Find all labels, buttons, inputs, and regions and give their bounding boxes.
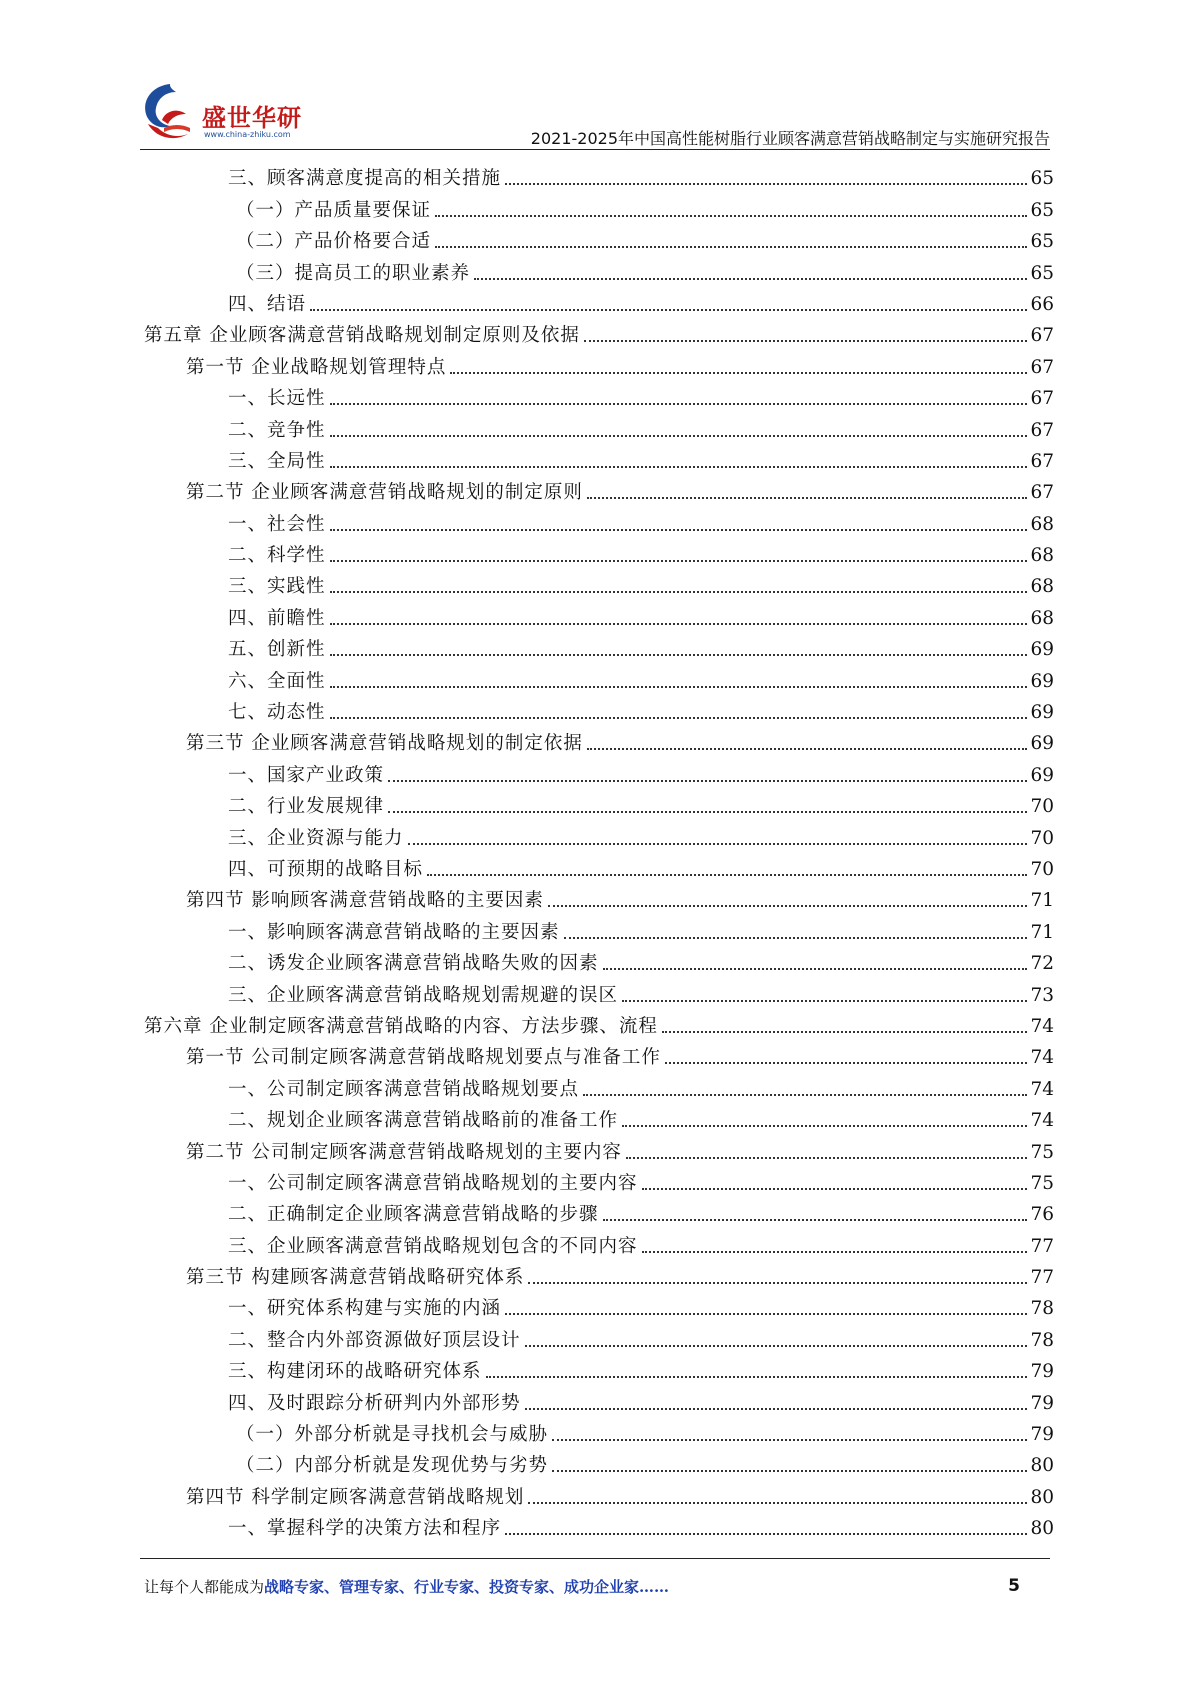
toc-entry-page: 70 bbox=[1030, 796, 1054, 818]
toc-entry-title: 三、企业顾客满意营销战略规划包含的不同内容 bbox=[228, 1235, 638, 1257]
toc-entry-title: 五、创新性 bbox=[228, 639, 326, 661]
toc-entry[interactable] bbox=[144, 1008, 1054, 1039]
toc-dot-leader bbox=[642, 1187, 1028, 1190]
toc-entry[interactable] bbox=[144, 913, 1054, 944]
toc-entry-page: 70 bbox=[1030, 827, 1054, 849]
toc-entry-page: 79 bbox=[1030, 1424, 1054, 1446]
page-number: 5 bbox=[1008, 1576, 1020, 1596]
toc-entry[interactable] bbox=[144, 599, 1054, 630]
toc-dot-leader bbox=[505, 1312, 1027, 1315]
toc-entry[interactable] bbox=[144, 1290, 1054, 1321]
toc-entry[interactable] bbox=[144, 1510, 1054, 1541]
toc-entry-title: 一、掌握科学的决策方法和程序 bbox=[228, 1518, 502, 1540]
toc-entry-page: 72 bbox=[1030, 953, 1054, 975]
toc-dot-leader bbox=[528, 1281, 1027, 1284]
toc-dot-leader bbox=[584, 339, 1028, 342]
toc-entry[interactable] bbox=[144, 505, 1054, 536]
toc-entry-page: 76 bbox=[1030, 1204, 1054, 1226]
toc-entry[interactable] bbox=[144, 474, 1054, 505]
toc-dot-leader bbox=[450, 371, 1027, 374]
toc-dot-leader bbox=[525, 1344, 1028, 1347]
toc-dot-leader bbox=[626, 1156, 1028, 1159]
toc-dot-leader bbox=[583, 1093, 1027, 1096]
toc-entry-title: 一、公司制定顾客满意营销战略规划要点 bbox=[228, 1078, 580, 1100]
toc-entry-title: 一、长远性 bbox=[228, 388, 326, 410]
toc-entry-title: 三、顾客满意度提高的相关措施 bbox=[228, 168, 502, 190]
toc-entry[interactable] bbox=[144, 1227, 1054, 1258]
toc-entry-title: 二、行业发展规律 bbox=[228, 796, 385, 818]
toc-entry-page: 69 bbox=[1030, 764, 1054, 786]
toc-dot-leader bbox=[408, 842, 1028, 845]
toc-entry[interactable] bbox=[144, 1416, 1054, 1447]
toc-entry[interactable] bbox=[144, 662, 1054, 693]
toc-dot-leader bbox=[552, 1469, 1027, 1472]
company-logo bbox=[140, 80, 320, 146]
toc-entry-title: 第二节 公司制定顾客满意营销战略规划的主要内容 bbox=[186, 1141, 622, 1163]
toc-entry-title: 第二节 企业顾客满意营销战略规划的制定原则 bbox=[186, 482, 583, 504]
toc-dot-leader bbox=[603, 1218, 1028, 1221]
toc-entry[interactable] bbox=[144, 756, 1054, 787]
toc-entry[interactable] bbox=[144, 1478, 1054, 1509]
toc-entry-title: 六、全面性 bbox=[228, 670, 326, 692]
toc-entry-title: 一、影响顾客满意营销战略的主要因素 bbox=[228, 921, 560, 943]
toc-dot-leader bbox=[622, 1124, 1027, 1127]
toc-entry-page: 80 bbox=[1030, 1486, 1054, 1508]
toc-entry-title: 二、规划企业顾客满意营销战略前的准备工作 bbox=[228, 1110, 619, 1132]
toc-entry-title: （二）内部分析就是发现优势与劣势 bbox=[236, 1455, 549, 1477]
toc-entry[interactable] bbox=[144, 1133, 1054, 1164]
toc-entry[interactable] bbox=[144, 851, 1054, 882]
toc-entry[interactable] bbox=[144, 254, 1054, 285]
toc-entry-title: 三、构建闭环的战略研究体系 bbox=[228, 1361, 482, 1383]
toc-entry-title: 四、前瞻性 bbox=[228, 607, 326, 629]
toc-entry[interactable] bbox=[144, 223, 1054, 254]
toc-dot-leader bbox=[330, 434, 1028, 437]
toc-entry-title: 二、科学性 bbox=[228, 545, 326, 567]
toc-entry-page: 77 bbox=[1030, 1235, 1054, 1257]
toc-entry-title: 第三节 企业顾客满意营销战略规划的制定依据 bbox=[186, 733, 583, 755]
toc-entry-page: 68 bbox=[1030, 545, 1054, 567]
toc-entry-page: 69 bbox=[1030, 733, 1054, 755]
toc-entry[interactable] bbox=[144, 1039, 1054, 1070]
toc-entry-page: 71 bbox=[1030, 890, 1054, 912]
toc-entry-title: （三）提高员工的职业素养 bbox=[236, 262, 471, 284]
toc-entry-page: 70 bbox=[1030, 858, 1054, 880]
toc-entry-title: 第四节 科学制定顾客满意营销战略规划 bbox=[186, 1486, 525, 1508]
toc-entry-title: 一、国家产业政策 bbox=[228, 764, 385, 786]
toc-entry[interactable] bbox=[144, 1384, 1054, 1415]
toc-entry-page: 67 bbox=[1030, 450, 1054, 472]
toc-dot-leader bbox=[552, 1438, 1027, 1441]
toc-entry-title: 三、企业资源与能力 bbox=[228, 827, 404, 849]
toc-dot-leader bbox=[587, 747, 1028, 750]
toc-entry[interactable] bbox=[144, 976, 1054, 1007]
logo-name: 盛世华研 bbox=[202, 104, 302, 132]
toc-entry[interactable] bbox=[144, 631, 1054, 662]
toc-entry[interactable] bbox=[144, 191, 1054, 222]
toc-dot-leader bbox=[330, 465, 1028, 468]
toc-entry-title: 二、诱发企业顾客满意营销战略失败的因素 bbox=[228, 953, 599, 975]
toc-entry[interactable] bbox=[144, 443, 1054, 474]
toc-entry-title: 第六章 企业制定顾客满意营销战略的内容、方法步骤、流程 bbox=[144, 1015, 658, 1037]
toc-entry-title: 三、全局性 bbox=[228, 450, 326, 472]
toc-entry[interactable] bbox=[144, 725, 1054, 756]
toc-entry-page: 71 bbox=[1030, 921, 1054, 943]
toc-entry-title: 第四节 影响顾客满意营销战略的主要因素 bbox=[186, 890, 544, 912]
toc-dot-leader bbox=[388, 810, 1027, 813]
toc-entry-page: 74 bbox=[1030, 1015, 1054, 1037]
toc-entry-page: 69 bbox=[1030, 702, 1054, 724]
toc-entry-title: 二、竞争性 bbox=[228, 419, 326, 441]
toc-entry-page: 67 bbox=[1030, 388, 1054, 410]
toc-entry-page: 78 bbox=[1030, 1298, 1054, 1320]
toc-entry[interactable] bbox=[144, 568, 1054, 599]
toc-dot-leader bbox=[665, 1061, 1028, 1064]
toc-entry-page: 75 bbox=[1030, 1172, 1054, 1194]
toc-entry-page: 68 bbox=[1030, 607, 1054, 629]
toc-entry[interactable] bbox=[144, 945, 1054, 976]
toc-dot-leader bbox=[388, 779, 1027, 782]
toc-entry[interactable] bbox=[144, 160, 1054, 191]
toc-entry-title: 二、正确制定企业顾客满意营销战略的步骤 bbox=[228, 1204, 599, 1226]
toc-entry-title: 七、动态性 bbox=[228, 702, 326, 724]
toc-entry[interactable] bbox=[144, 1196, 1054, 1227]
toc-entry-title: 第五章 企业顾客满意营销战略规划制定原则及依据 bbox=[144, 325, 580, 347]
toc-entry-title: （一）产品质量要保证 bbox=[236, 199, 432, 221]
toc-entry-title: 二、整合内外部资源做好顶层设计 bbox=[228, 1329, 521, 1351]
toc-entry[interactable] bbox=[144, 411, 1054, 442]
toc-dot-leader bbox=[474, 277, 1027, 280]
toc-dot-leader bbox=[486, 1375, 1028, 1378]
toc-dot-leader bbox=[330, 528, 1028, 531]
footer-divider bbox=[140, 1558, 1050, 1559]
footer-slogan-highlight: 战略专家、管理专家、行业专家、投资专家、成功企业家…… bbox=[264, 1578, 670, 1596]
footer-slogan-lead: 让每个人都能成为 bbox=[144, 1578, 265, 1596]
toc-entry-title: 三、企业顾客满意营销战略规划需规避的误区 bbox=[228, 984, 619, 1006]
toc-entry-page: 80 bbox=[1030, 1518, 1054, 1540]
toc-dot-leader bbox=[662, 1030, 1028, 1033]
toc-entry-page: 67 bbox=[1030, 356, 1054, 378]
toc-entry-page: 67 bbox=[1030, 419, 1054, 441]
toc-entry[interactable] bbox=[144, 1321, 1054, 1352]
toc-entry-page: 65 bbox=[1030, 262, 1054, 284]
toc-entry-title: 一、公司制定顾客满意营销战略规划的主要内容 bbox=[228, 1172, 638, 1194]
toc-entry-page: 66 bbox=[1030, 293, 1054, 315]
toc-entry-title: 三、实践性 bbox=[228, 576, 326, 598]
logo-swirl-icon bbox=[140, 80, 204, 144]
toc-dot-leader bbox=[528, 1501, 1027, 1504]
toc-dot-leader bbox=[330, 402, 1028, 405]
report-title: 2021-2025年中国高性能树脂行业顾客满意营销战略制定与实施研究报告 bbox=[530, 129, 1050, 148]
toc-entry-page: 65 bbox=[1030, 168, 1054, 190]
toc-entry[interactable] bbox=[144, 1259, 1054, 1290]
toc-dot-leader bbox=[330, 716, 1028, 719]
toc-entry-page: 73 bbox=[1030, 984, 1054, 1006]
toc-dot-leader bbox=[505, 182, 1027, 185]
toc-entry-page: 79 bbox=[1030, 1392, 1054, 1414]
toc-entry-page: 69 bbox=[1030, 639, 1054, 661]
page-footer bbox=[144, 1576, 1020, 1600]
toc-dot-leader bbox=[587, 496, 1028, 499]
toc-entry-page: 74 bbox=[1030, 1078, 1054, 1100]
toc-entry-page: 74 bbox=[1030, 1047, 1054, 1069]
toc-entry-page: 75 bbox=[1030, 1141, 1054, 1163]
header-divider bbox=[140, 149, 1050, 150]
toc-dot-leader bbox=[435, 214, 1027, 217]
toc-entry[interactable] bbox=[144, 1165, 1054, 1196]
toc-entry-title: 第三节 构建顾客满意营销战略研究体系 bbox=[186, 1267, 525, 1289]
toc-dot-leader bbox=[622, 999, 1027, 1002]
toc-dot-leader bbox=[310, 308, 1027, 311]
toc-entry[interactable] bbox=[144, 317, 1054, 348]
toc-dot-leader bbox=[330, 559, 1028, 562]
logo-url: www.china-zhiku.com bbox=[204, 130, 291, 139]
toc-entry-page: 65 bbox=[1030, 199, 1054, 221]
toc-entry[interactable] bbox=[144, 1447, 1054, 1478]
toc-dot-leader bbox=[525, 1407, 1028, 1410]
toc-dot-leader bbox=[330, 622, 1028, 625]
toc-entry[interactable] bbox=[144, 1070, 1054, 1101]
toc-entry-page: 79 bbox=[1030, 1361, 1054, 1383]
toc-dot-leader bbox=[505, 1532, 1027, 1535]
table-of-contents bbox=[144, 160, 1054, 1541]
toc-entry-title: 四、结语 bbox=[228, 293, 307, 315]
toc-entry-page: 67 bbox=[1030, 325, 1054, 347]
toc-entry-title: （二）产品价格要合适 bbox=[236, 231, 432, 253]
toc-dot-leader bbox=[330, 653, 1028, 656]
toc-entry[interactable] bbox=[144, 380, 1054, 411]
toc-entry[interactable] bbox=[144, 1102, 1054, 1133]
toc-dot-leader bbox=[330, 685, 1028, 688]
toc-entry[interactable] bbox=[144, 788, 1054, 819]
toc-entry[interactable] bbox=[144, 882, 1054, 913]
toc-entry-title: 一、社会性 bbox=[228, 513, 326, 535]
toc-dot-leader bbox=[642, 1250, 1028, 1253]
toc-entry-page: 68 bbox=[1030, 576, 1054, 598]
toc-entry-page: 67 bbox=[1030, 482, 1054, 504]
toc-entry[interactable] bbox=[144, 537, 1054, 568]
toc-entry-page: 69 bbox=[1030, 670, 1054, 692]
toc-entry-title: 一、研究体系构建与实施的内涵 bbox=[228, 1298, 502, 1320]
toc-entry-title: 四、可预期的战略目标 bbox=[228, 858, 424, 880]
toc-dot-leader bbox=[548, 904, 1028, 907]
toc-entry[interactable] bbox=[144, 694, 1054, 725]
toc-entry-page: 65 bbox=[1030, 231, 1054, 253]
toc-entry-title: 四、及时跟踪分析研判内外部形势 bbox=[228, 1392, 521, 1414]
toc-dot-leader bbox=[603, 967, 1028, 970]
toc-entry[interactable] bbox=[144, 348, 1054, 379]
toc-dot-leader bbox=[330, 590, 1028, 593]
toc-entry-title: 第一节 企业战略规划管理特点 bbox=[186, 356, 447, 378]
toc-dot-leader bbox=[435, 245, 1027, 248]
toc-entry[interactable] bbox=[144, 1353, 1054, 1384]
toc-entry[interactable] bbox=[144, 819, 1054, 850]
page-header bbox=[140, 80, 1050, 150]
toc-entry-page: 78 bbox=[1030, 1329, 1054, 1351]
toc-entry-page: 68 bbox=[1030, 513, 1054, 535]
toc-dot-leader bbox=[427, 873, 1027, 876]
toc-entry-page: 74 bbox=[1030, 1110, 1054, 1132]
toc-entry[interactable] bbox=[144, 286, 1054, 317]
toc-entry-title: 第一节 公司制定顾客满意营销战略规划要点与准备工作 bbox=[186, 1047, 661, 1069]
toc-entry-title: （一）外部分析就是寻找机会与威胁 bbox=[236, 1424, 549, 1446]
toc-entry-page: 80 bbox=[1030, 1455, 1054, 1477]
toc-dot-leader bbox=[564, 936, 1028, 939]
toc-entry-page: 77 bbox=[1030, 1267, 1054, 1289]
